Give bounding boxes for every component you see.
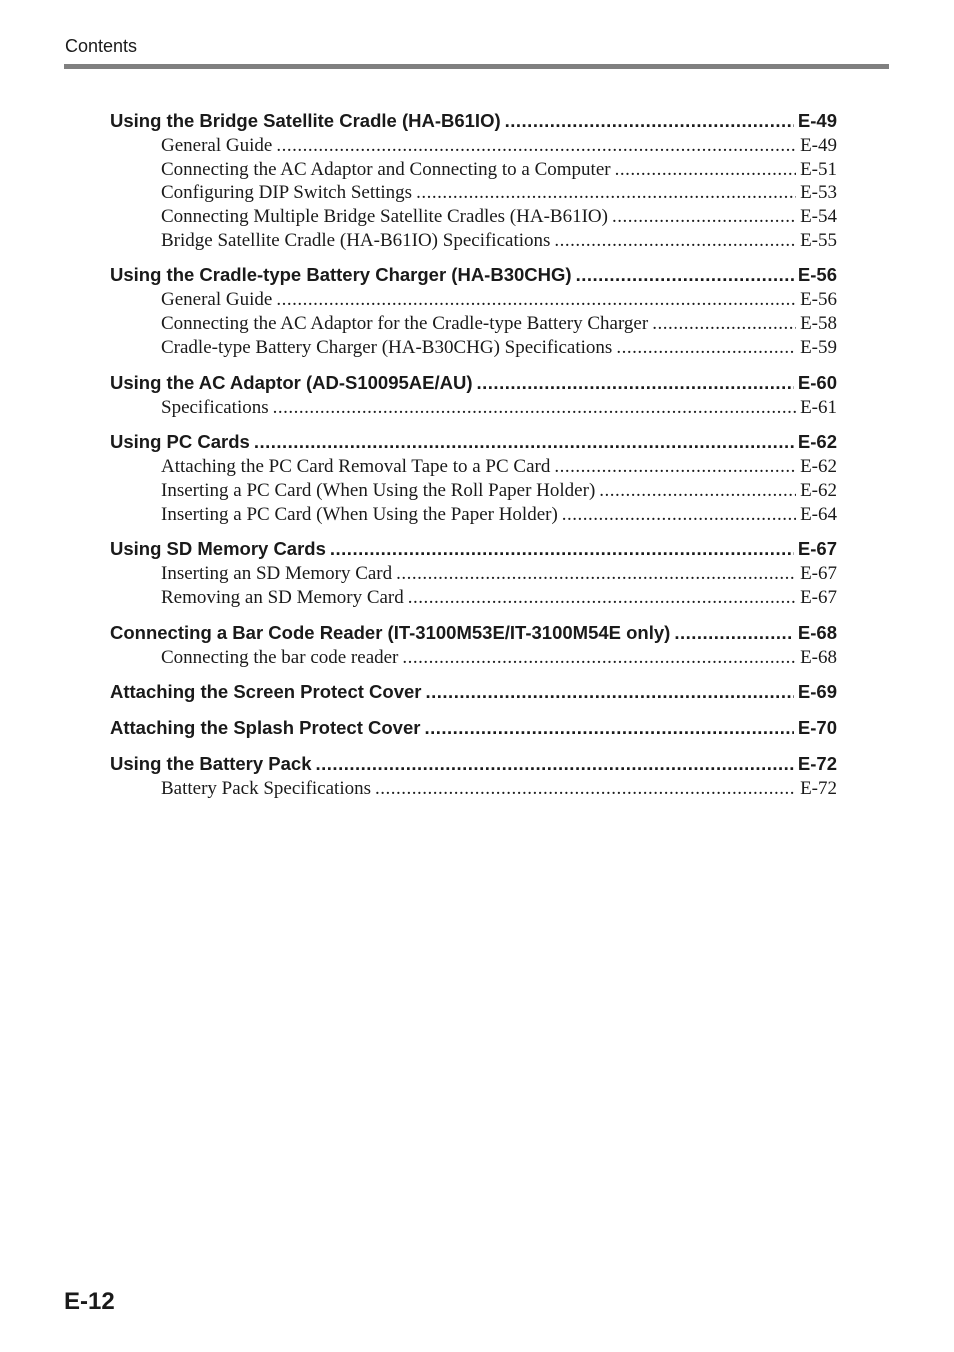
toc-entry-title: Inserting an SD Memory Card — [161, 563, 393, 585]
toc-entry-page: E-58 — [800, 313, 837, 335]
toc-section — [110, 107, 837, 252]
dot-leader — [276, 134, 796, 158]
toc-entry-page: E-64 — [800, 503, 837, 525]
toc-subentry[interactable] — [110, 396, 837, 420]
toc-entry-page: E-62 — [797, 431, 837, 453]
toc-entry-page: E-60 — [797, 371, 837, 393]
toc-section-entry[interactable] — [110, 535, 837, 562]
toc-entry-title: Connecting the AC Adaptor and Connecting to a Computer — [161, 158, 611, 180]
toc-entry-title: Cradle-type Battery Charger (HA-B30CHG) Specifications — [161, 336, 613, 358]
toc-entry-title: Inserting a PC Card (When Using the Roll Paper Holder) — [161, 479, 596, 501]
toc-entry-page: E-69 — [797, 681, 837, 703]
toc-entry-page: E-70 — [797, 717, 837, 739]
toc-entry-title: Using the Battery Pack — [110, 753, 312, 775]
toc-section-entry[interactable] — [110, 750, 837, 777]
toc-subentry[interactable] — [110, 503, 837, 527]
dot-leader — [576, 261, 794, 288]
dot-leader — [254, 428, 794, 455]
dot-leader — [316, 750, 794, 777]
dot-leader — [424, 714, 793, 741]
toc-section-entry[interactable] — [110, 619, 837, 646]
toc-entry-title: General Guide — [161, 135, 273, 156]
dot-leader — [554, 229, 796, 253]
toc-entry-title: Connecting Multiple Bridge Satellite Cradles (HA-B61IO) — [161, 206, 608, 228]
toc-subentry[interactable] — [110, 646, 837, 670]
toc-entry-page: E-68 — [797, 621, 837, 643]
toc-subentry[interactable] — [110, 158, 837, 182]
toc-subentry[interactable] — [110, 205, 837, 229]
toc-entry-page: E-72 — [800, 778, 837, 800]
toc-entry-title: Using the Cradle-type Battery Charger (HA-B30CHG) — [110, 264, 572, 286]
toc-entry-page: E-55 — [800, 229, 837, 251]
toc-entry-page: E-51 — [800, 158, 837, 180]
toc-entry-title: Connecting the AC Adaptor for the Cradle-type Battery Charger — [161, 313, 649, 335]
toc-subentry[interactable] — [110, 134, 837, 158]
toc-section-entry[interactable] — [110, 369, 837, 396]
toc-entry-page: E-67 — [797, 538, 837, 560]
toc-entry-title: Battery Pack Specifications — [161, 778, 371, 800]
dot-leader — [426, 678, 794, 705]
toc-section-entry[interactable] — [110, 107, 837, 134]
dot-leader — [477, 369, 794, 396]
toc-entry-page: E-53 — [800, 182, 837, 204]
dot-leader — [599, 479, 796, 503]
toc-section — [110, 750, 837, 801]
toc-subentry[interactable] — [110, 312, 837, 336]
dot-leader — [408, 586, 796, 610]
toc-entry-title: Attaching the PC Card Removal Tape to a PC Card — [161, 456, 551, 478]
dot-leader — [674, 619, 794, 646]
toc-entry-page: E-67 — [800, 586, 837, 608]
toc-section-entry[interactable] — [110, 428, 837, 455]
dot-leader — [273, 396, 796, 420]
dot-leader — [652, 312, 796, 336]
toc-entry-page: E-61 — [800, 396, 837, 418]
dot-leader — [554, 455, 796, 479]
toc-section — [110, 678, 837, 705]
toc-subentry[interactable] — [110, 336, 837, 360]
toc-subentry[interactable] — [110, 562, 837, 586]
dot-leader — [562, 503, 796, 527]
dot-leader — [416, 181, 796, 205]
dot-leader — [276, 288, 796, 312]
toc-entry-title: Using PC Cards — [110, 431, 250, 453]
toc-section — [110, 428, 837, 526]
toc-entry-title: Using the Bridge Satellite Cradle (HA-B61IO) — [110, 110, 501, 131]
toc-entry-page: E-49 — [797, 110, 837, 131]
dot-leader — [612, 205, 796, 229]
toc-entry-title: Inserting a PC Card (When Using the Paper Holder) — [161, 503, 558, 525]
toc-entry-title: Removing an SD Memory Card — [161, 586, 404, 608]
toc-entry-page: E-62 — [800, 456, 837, 478]
toc-section — [110, 714, 837, 741]
toc-entry-title: Specifications — [161, 396, 269, 418]
toc-entry-page: E-62 — [800, 479, 837, 501]
toc-entry-page: E-49 — [800, 135, 837, 156]
dot-leader — [402, 646, 796, 670]
toc-entry-title: General Guide — [161, 289, 273, 311]
dot-leader — [330, 535, 794, 562]
toc-section — [110, 369, 837, 420]
toc-entry-title: Using SD Memory Cards — [110, 538, 326, 560]
toc-entry-title: Bridge Satellite Cradle (HA-B61IO) Specifications — [161, 229, 551, 251]
running-head: Contents — [65, 36, 138, 56]
toc-section-entry[interactable] — [110, 714, 837, 741]
page-number: E-12 — [64, 1288, 115, 1315]
toc-subentry[interactable] — [110, 586, 837, 610]
dot-leader — [616, 336, 796, 360]
toc-subentry[interactable] — [110, 777, 837, 801]
toc-entry-title: Connecting the bar code reader — [161, 646, 399, 668]
toc-entry-title: Attaching the Screen Protect Cover — [110, 681, 422, 703]
header-rule — [64, 64, 889, 69]
toc-entry-title: Attaching the Splash Protect Cover — [110, 717, 421, 739]
toc-section — [110, 261, 837, 359]
toc-subentry[interactable] — [110, 479, 837, 503]
toc-subentry[interactable] — [110, 455, 837, 479]
toc-entry-title: Configuring DIP Switch Settings — [161, 182, 413, 204]
dot-leader — [396, 562, 796, 586]
toc-entry-page: E-59 — [800, 336, 837, 358]
toc-entry-page: E-67 — [800, 563, 837, 585]
toc-section-entry[interactable] — [110, 678, 837, 705]
toc-entry-page: E-56 — [797, 264, 837, 286]
toc-entry-title: Using the AC Adaptor (AD-S10095AE/AU) — [110, 371, 473, 393]
dot-leader — [615, 158, 796, 182]
toc-entry-page: E-54 — [800, 206, 837, 228]
toc-entry-page: E-68 — [800, 646, 837, 668]
dot-leader — [375, 777, 796, 801]
toc-entry-page: E-72 — [797, 753, 837, 775]
toc-section — [110, 535, 837, 609]
dot-leader — [505, 107, 794, 134]
toc-subentry[interactable] — [110, 229, 837, 253]
toc-entry-title: Connecting a Bar Code Reader (IT-3100M53E/IT-3100M54E only) — [110, 621, 671, 643]
table-of-contents — [110, 107, 837, 810]
toc-entry-page: E-56 — [800, 289, 837, 311]
toc-section — [110, 619, 837, 670]
toc-subentry[interactable] — [110, 288, 837, 312]
toc-section-entry[interactable] — [110, 261, 837, 288]
toc-subentry[interactable] — [110, 181, 837, 205]
